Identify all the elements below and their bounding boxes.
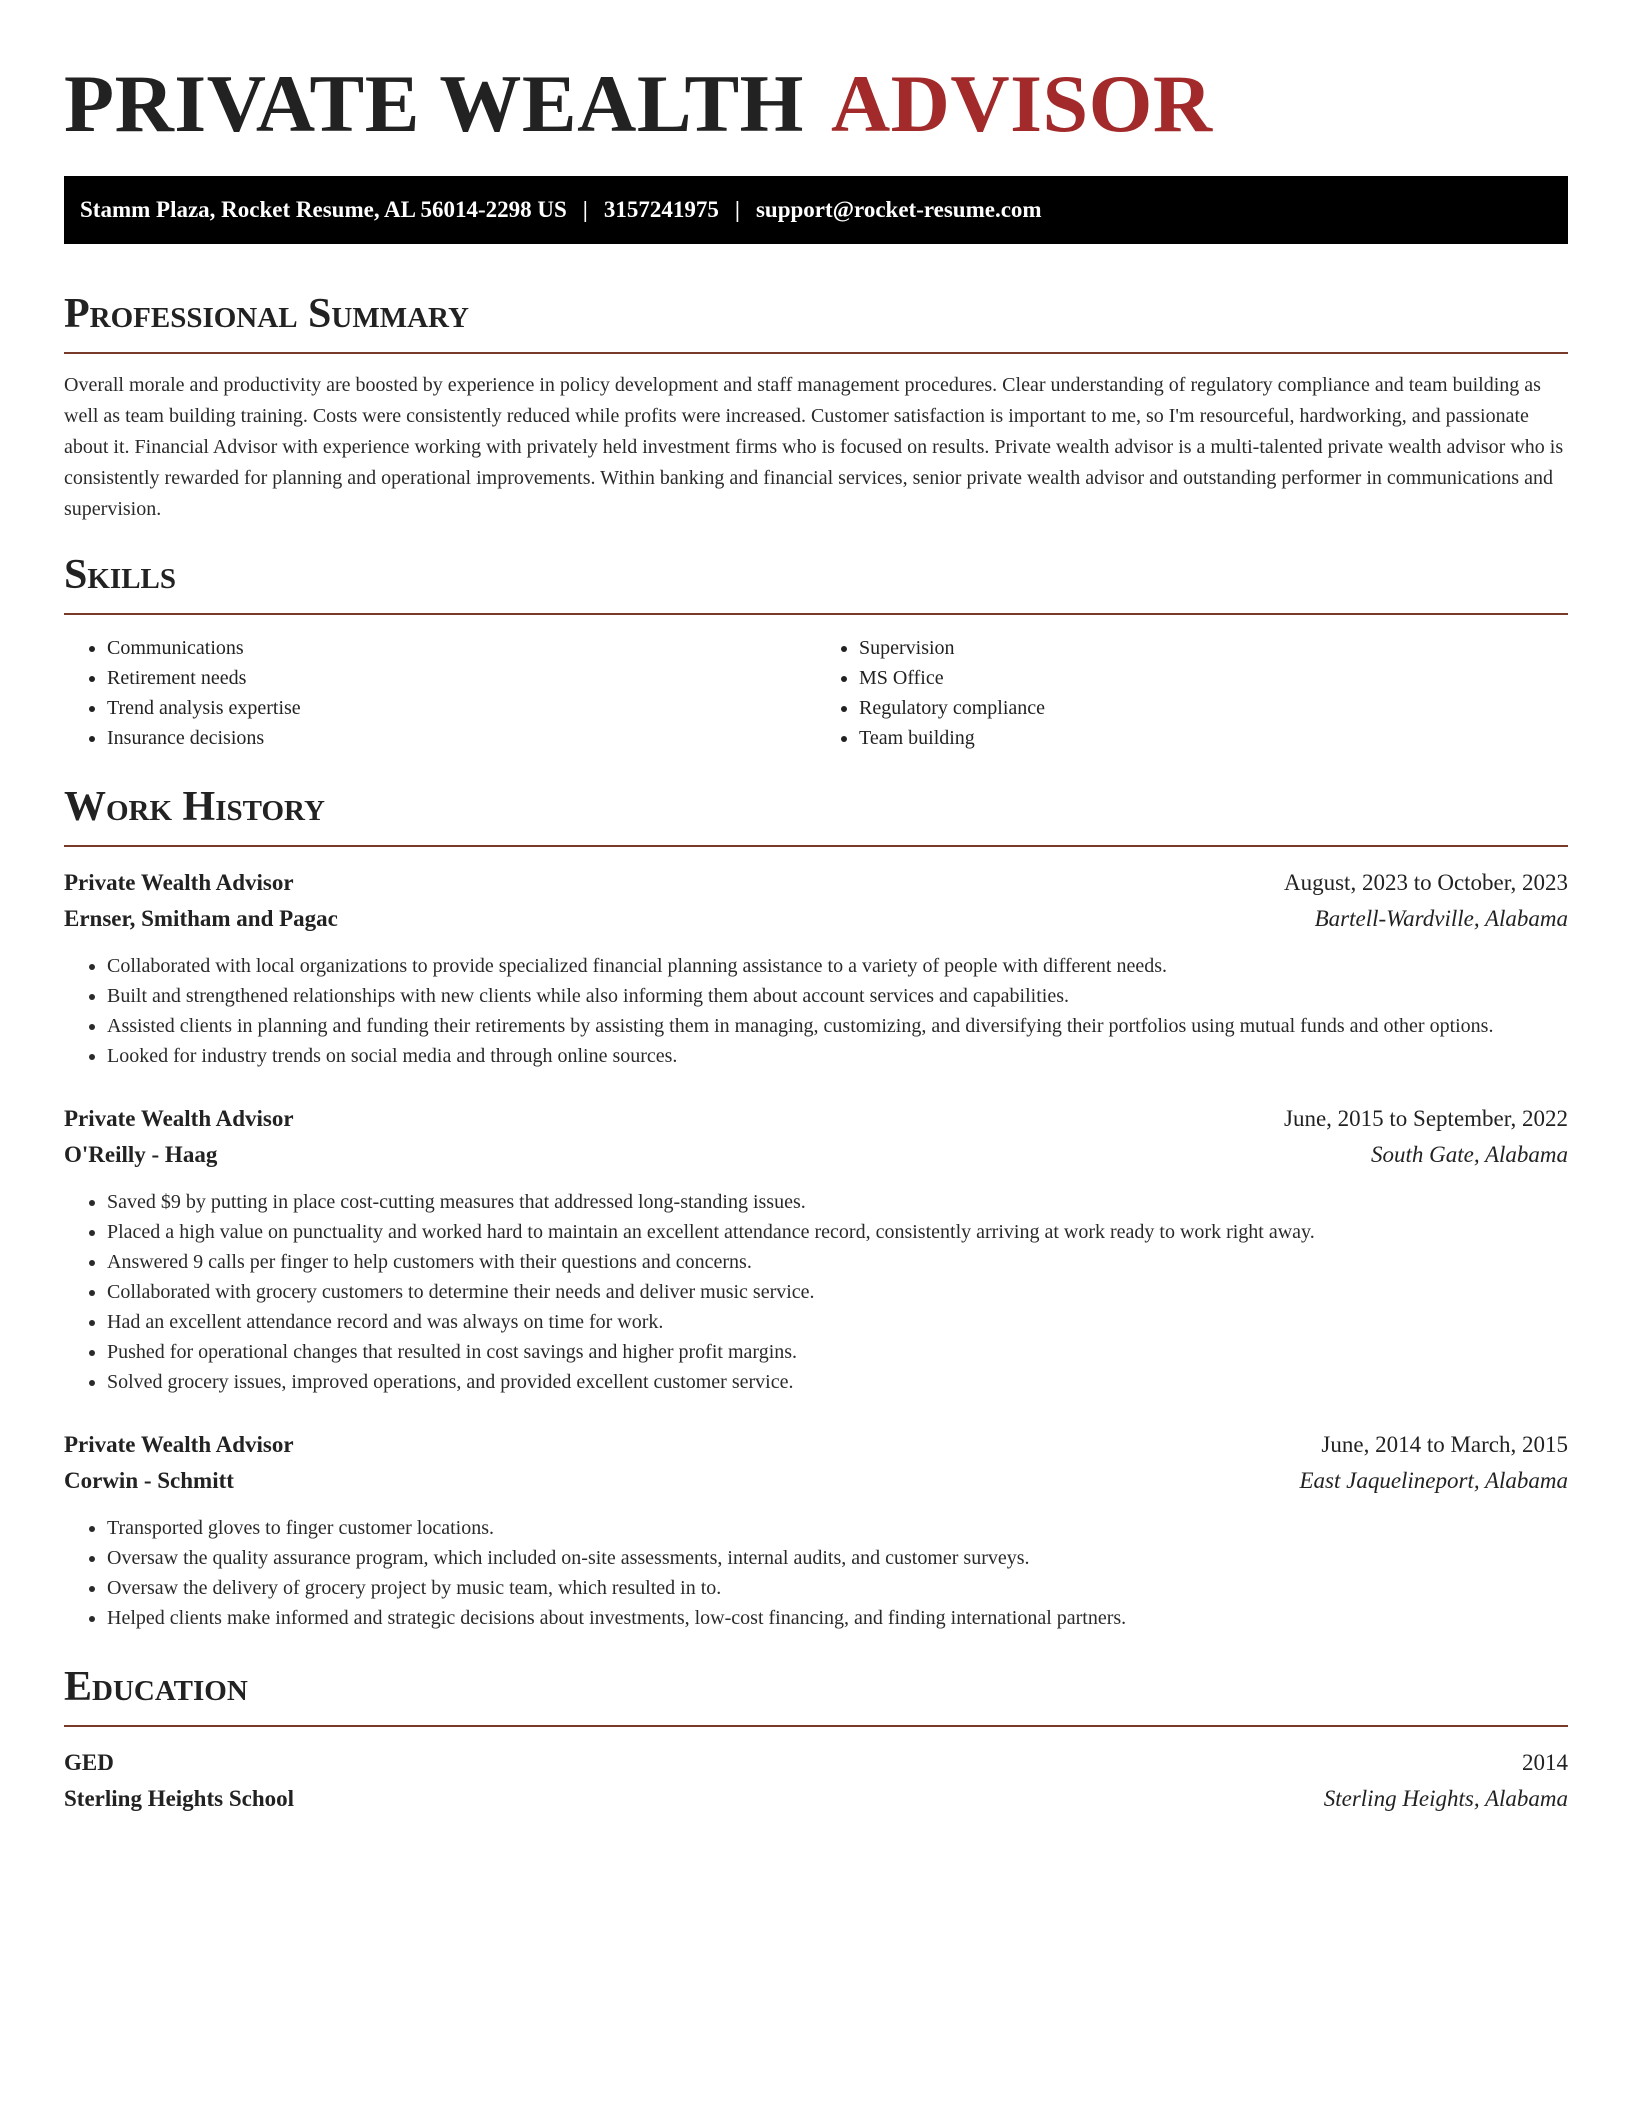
contact-bar	[64, 176, 1568, 244]
job-bullet: • Helped clients make informed and strategic decisions about investments, low-cost financing, and finding international partners.	[107, 1603, 1568, 1633]
education-school: Sterling Heights School	[64, 1786, 295, 1811]
job-location: East Jaquelineport, Alabama	[1299, 1468, 1568, 1493]
summary-heading: Professional Summary	[64, 291, 469, 337]
contact-email: support@rocket-resume.com	[755, 197, 1042, 222]
skills-columns	[64, 633, 1568, 753]
education-school-row	[64, 1781, 1568, 1817]
job-header-row	[64, 1427, 1568, 1463]
section-divider	[64, 1725, 1568, 1727]
title-part-1: PRIVATE WEALTH	[64, 58, 804, 149]
job-company: Ernser, Smitham and Pagac	[64, 906, 338, 931]
skill-item: • Regulatory compliance	[859, 693, 1568, 723]
job-bullet: • Transported gloves to finger customer locations.	[107, 1513, 1568, 1543]
job-bullets	[64, 951, 1568, 1071]
job-bullets	[64, 1187, 1568, 1397]
job-bullet: • Assisted clients in planning and funding their retirements by assisting them in managing, customizing, and diversifying their portfolios using mutual funds and other options.	[107, 1011, 1568, 1041]
skills-heading: Skills	[64, 552, 177, 598]
skills-section	[64, 551, 1568, 753]
education-heading: Education	[64, 1664, 248, 1710]
job-bullet: • Had an excellent attendance record and was always on time for work.	[107, 1307, 1568, 1337]
section-divider	[64, 845, 1568, 847]
job-bullet: • Collaborated with grocery customers to determine their needs and deliver music service.	[107, 1277, 1568, 1307]
job-dates: August, 2023 to October, 2023	[1284, 870, 1568, 895]
education-header-row	[64, 1745, 1568, 1781]
job-bullet: • Oversaw the quality assurance program, which included on-site assessments, internal audits, and customer surveys.	[107, 1543, 1568, 1573]
skill-item: • Insurance decisions	[107, 723, 816, 753]
contact-phone: 3157241975	[603, 197, 719, 222]
skill-item: • MS Office	[859, 663, 1568, 693]
job-role: Private Wealth Advisor	[64, 1106, 294, 1131]
job-company: Corwin - Schmitt	[64, 1468, 234, 1493]
education-degree: GED	[64, 1750, 114, 1775]
contact-separator: |	[582, 197, 588, 222]
education-section	[64, 1663, 1568, 1817]
education-location: Sterling Heights, Alabama	[1323, 1786, 1568, 1811]
job-dates: June, 2014 to March, 2015	[1321, 1432, 1568, 1457]
job-company-row	[64, 901, 1568, 937]
job-bullet: • Oversaw the delivery of grocery project by music team, which resulted in to.	[107, 1573, 1568, 1603]
resume-title	[64, 58, 1568, 150]
education-entry	[64, 1745, 1568, 1817]
job-dates: June, 2015 to September, 2022	[1284, 1106, 1568, 1131]
job-bullet: • Placed a high value on punctuality and worked hard to maintain an excellent attendance record, consistently arriving at work ready to work right away.	[107, 1217, 1568, 1247]
skill-item: • Team building	[859, 723, 1568, 753]
job-bullets	[64, 1513, 1568, 1633]
skills-list-left	[64, 633, 816, 753]
title-part-2: ADVISOR	[830, 58, 1213, 149]
job-header-row	[64, 865, 1568, 901]
skill-item: • Communications	[107, 633, 816, 663]
job-entry	[64, 1101, 1568, 1397]
job-entry	[64, 1427, 1568, 1633]
skill-item: • Retirement needs	[107, 663, 816, 693]
job-bullet: • Saved $9 by putting in place cost-cutting measures that addressed long-standing issues.	[107, 1187, 1568, 1217]
contact-separator: |	[734, 197, 740, 222]
section-divider	[64, 352, 1568, 354]
job-bullet: • Collaborated with local organizations to provide specialized financial planning assistance to a variety of people with different needs.	[107, 951, 1568, 981]
job-role: Private Wealth Advisor	[64, 870, 294, 895]
job-header-row	[64, 1101, 1568, 1137]
job-bullet: • Answered 9 calls per finger to help customers with their questions and concerns.	[107, 1247, 1568, 1277]
work-section	[64, 783, 1568, 1633]
contact-address: Stamm Plaza, Rocket Resume, AL 56014-2298 US	[80, 197, 567, 222]
job-bullet: • Pushed for operational changes that resulted in cost savings and higher profit margins.	[107, 1337, 1568, 1367]
skill-item: • Supervision	[859, 633, 1568, 663]
job-role: Private Wealth Advisor	[64, 1432, 294, 1457]
skills-list-right	[816, 633, 1568, 753]
job-location: Bartell-Wardville, Alabama	[1314, 906, 1568, 931]
job-bullet: • Solved grocery issues, improved operations, and provided excellent customer service.	[107, 1367, 1568, 1397]
summary-section	[64, 290, 1568, 525]
job-company-row	[64, 1463, 1568, 1499]
job-company: O'Reilly - Haag	[64, 1142, 218, 1167]
job-bullet: • Built and strengthened relationships with new clients while also informing them about account services and capabilities.	[107, 981, 1568, 1011]
job-company-row	[64, 1137, 1568, 1173]
skill-item: • Trend analysis expertise	[107, 693, 816, 723]
section-divider	[64, 613, 1568, 615]
job-bullet: • Looked for industry trends on social media and through online sources.	[107, 1041, 1568, 1071]
education-year: 2014	[1522, 1750, 1568, 1775]
work-heading: Work History	[64, 784, 325, 830]
job-entry	[64, 865, 1568, 1071]
job-location: South Gate, Alabama	[1371, 1142, 1568, 1167]
summary-text: Overall morale and productivity are boosted by experience in policy development and staff management procedures. Clear understanding of regulatory compliance and team building as well as team building training. Costs were consistently reduced while profits were increased. Customer satisfaction is important to me, so I'm resourceful, hardworking, and passionate about it. Financial Advisor with experience working with privately held investment firms who is focused on results. Private wealth advisor is a multi-talented private wealth advisor who is consistently rewarded for planning and operational improvements. Within banking and financial services, senior private wealth advisor and outstanding performer in communications and supervision.	[64, 374, 1564, 520]
